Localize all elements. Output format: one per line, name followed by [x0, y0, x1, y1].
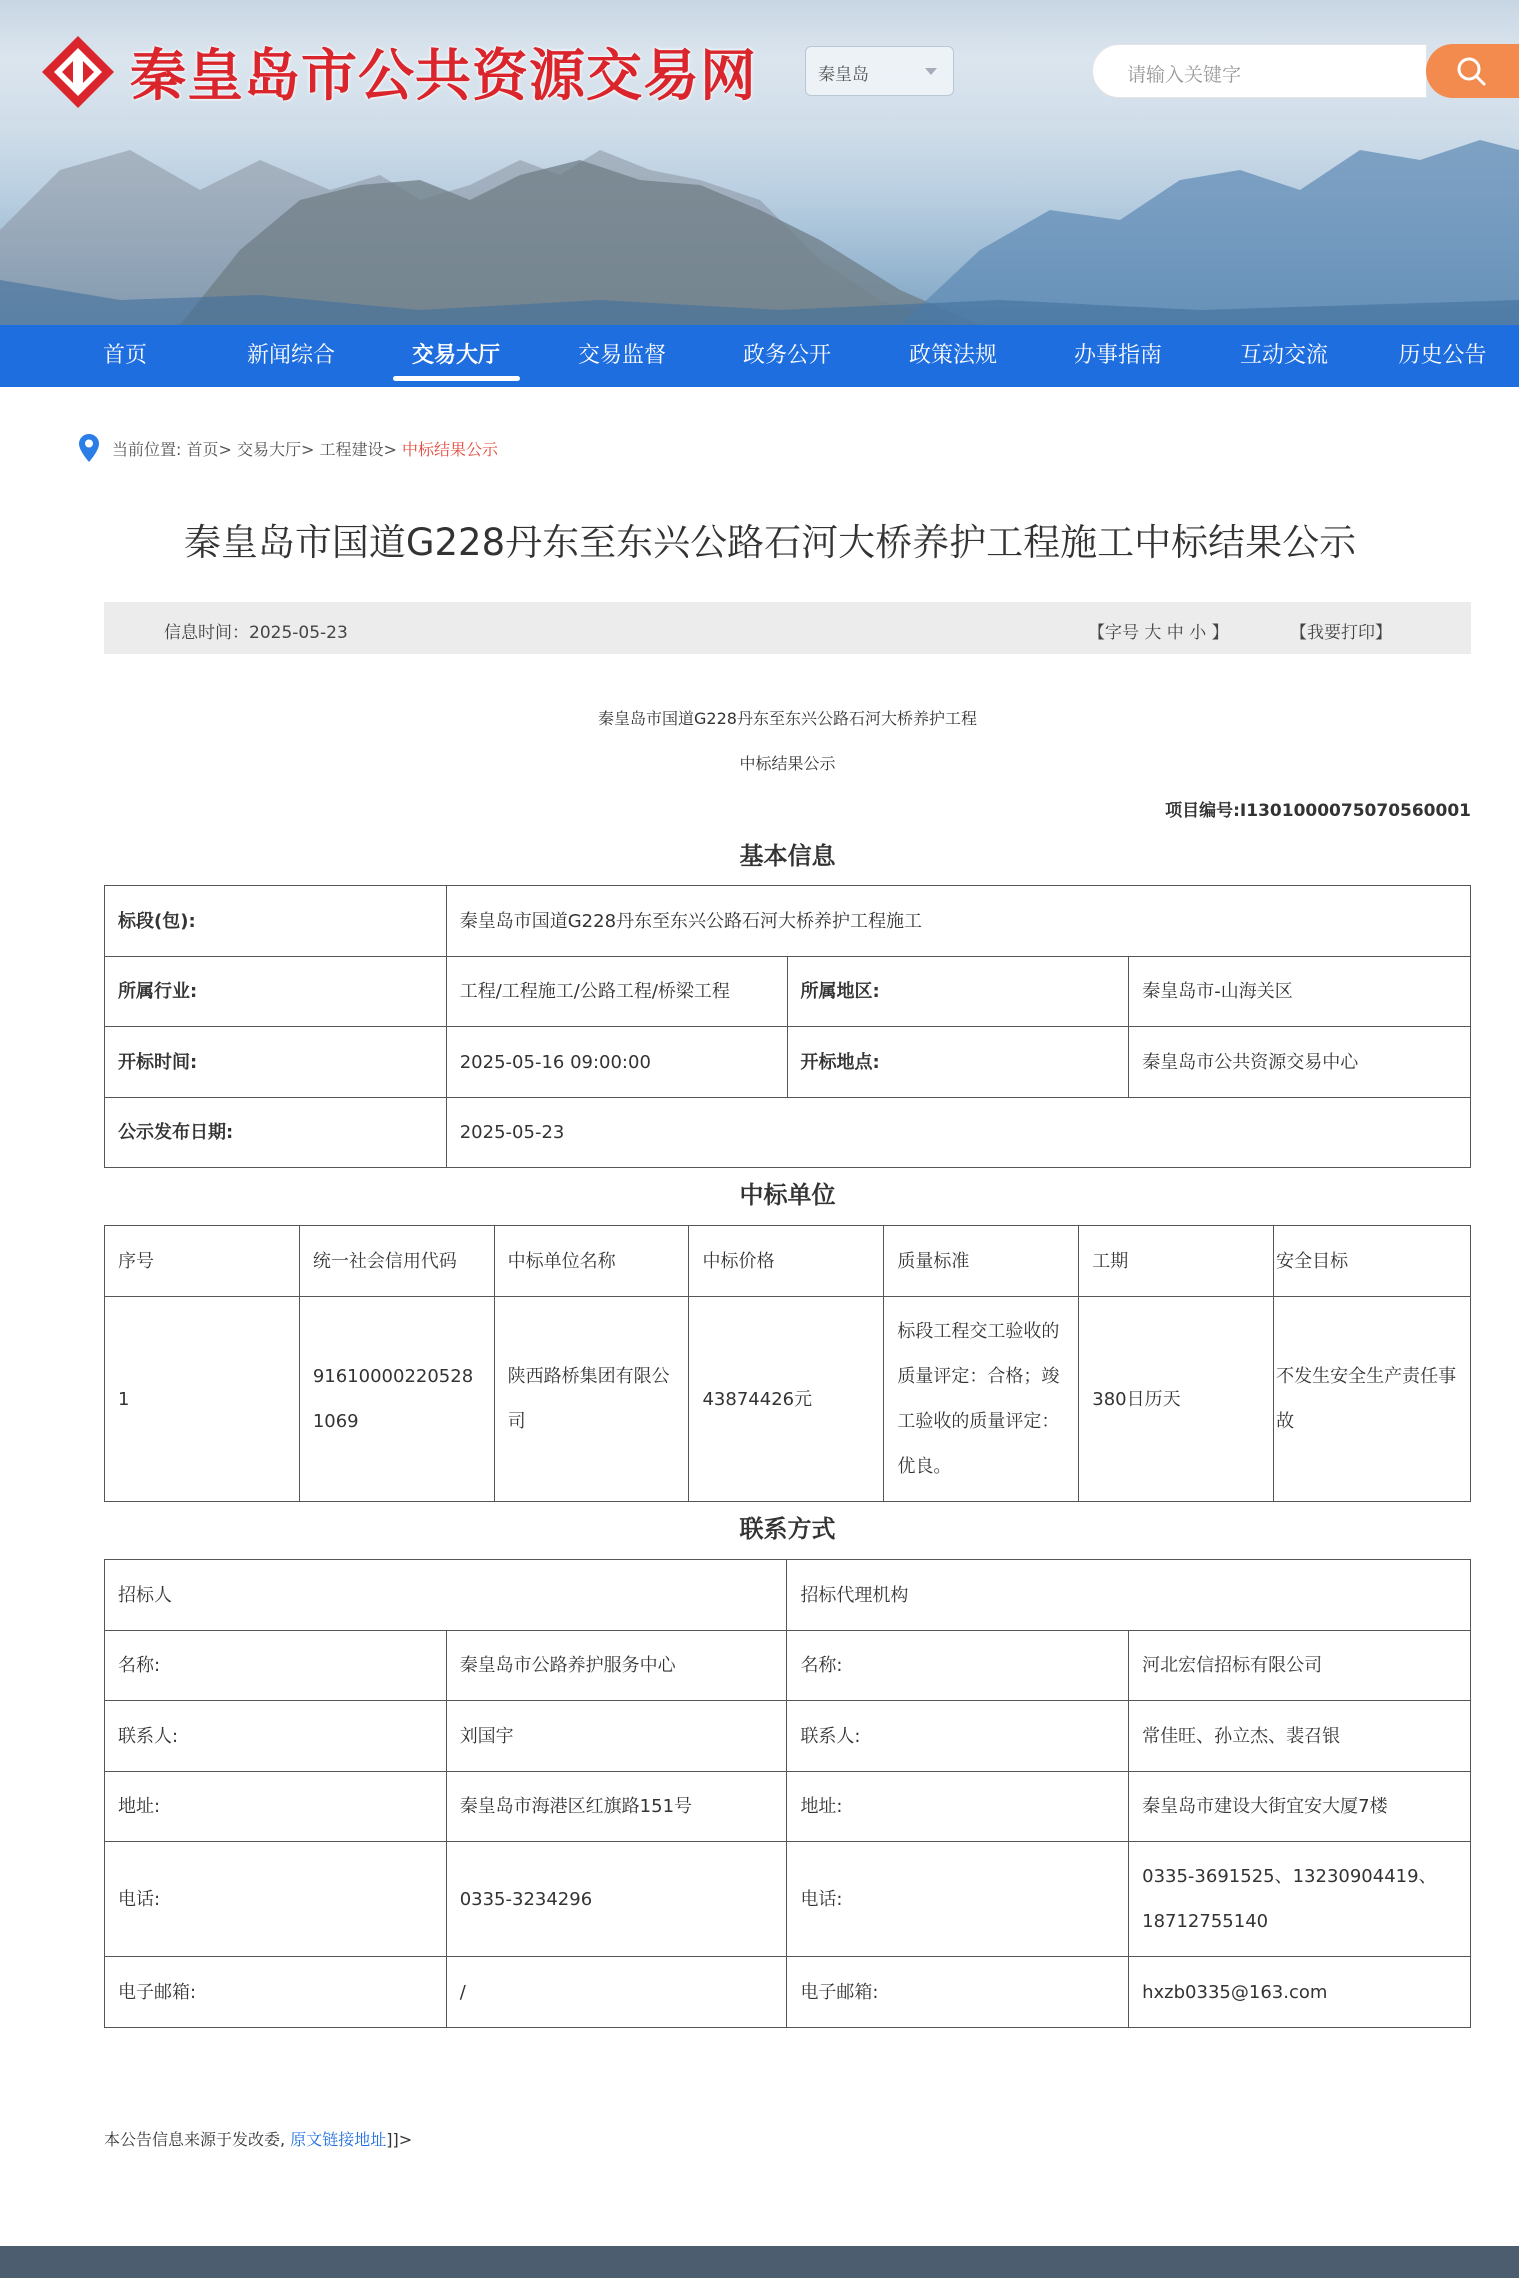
tenderer-name-label: 名称:: [105, 1631, 447, 1701]
winner-duration: 380日历天: [1079, 1297, 1274, 1502]
header-banner: [0, 0, 1519, 325]
nav-history[interactable]: 历史公告: [1398, 343, 1487, 368]
winner-header-credit-code: 统一社会信用代码: [299, 1226, 494, 1297]
tenderer-addr: 秦皇岛市海港区红旗路151号: [446, 1772, 787, 1842]
nav-interaction[interactable]: 互动交流: [1239, 343, 1328, 368]
nav-trading-hall[interactable]: 交易大厅: [411, 343, 500, 368]
open-time-label: 开标时间:: [105, 1027, 447, 1098]
agency-email-label: 电子邮箱:: [787, 1957, 1129, 2028]
agency-name: 河北宏信招标有限公司: [1129, 1631, 1471, 1701]
agency-person-label: 联系人:: [787, 1701, 1129, 1772]
section-contact: 联系方式: [739, 1515, 836, 1543]
nav-active-underline: [393, 376, 520, 381]
tenderer-email-label: 电子邮箱:: [105, 1957, 447, 2028]
winner-price: 43874426元: [689, 1297, 884, 1502]
tenderer-person: 刘国宇: [446, 1701, 787, 1772]
main-nav: [0, 325, 1519, 387]
tenderer-email: /: [446, 1957, 787, 2028]
winner-credit-code: 916100002205281069: [299, 1297, 494, 1502]
winner-table: [104, 1225, 1471, 1502]
city-select[interactable]: [805, 46, 954, 96]
source-link[interactable]: 原文链接地址: [290, 2130, 387, 2149]
nav-supervision[interactable]: 交易监督: [577, 343, 666, 368]
agency-addr-label: 地址:: [787, 1772, 1129, 1842]
font-size-controls[interactable]: 【字号 大 中 小 】: [1088, 623, 1229, 643]
winner-quality: 标段工程交工验收的质量评定：合格；竣工验收的质量评定：优良。: [884, 1297, 1079, 1502]
bid-label: 标段(包):: [105, 886, 447, 957]
section-winner: 中标单位: [739, 1181, 836, 1209]
chevron-down-icon: [925, 68, 937, 75]
tenderer-person-label: 联系人:: [105, 1701, 447, 1772]
source-note: [104, 2127, 412, 2150]
agency-name-label: 名称:: [787, 1631, 1129, 1701]
logo-emblem-icon: [40, 34, 116, 110]
breadcrumb-label: 当前位置:: [112, 439, 182, 459]
publish-date-value: 2025-05-23: [446, 1098, 1470, 1168]
info-bar: [104, 602, 1471, 654]
region-label: 所属地区:: [787, 957, 1129, 1027]
industry-value: 工程/工程施工/公路工程/桥梁工程: [446, 957, 787, 1027]
source-text: 本公告信息来源于发改委,: [104, 2130, 286, 2149]
search-button[interactable]: [1426, 44, 1519, 98]
search-input[interactable]: [1092, 44, 1427, 98]
winner-header-quality: 质量标准: [884, 1226, 1079, 1297]
info-time: 信息时间：2025-05-23: [164, 623, 348, 643]
doc-subtitle-2: 中标结果公示: [739, 754, 836, 773]
agency-person: 常佳旺、孙立杰、裴召银: [1129, 1701, 1471, 1772]
nav-news[interactable]: 新闻综合: [246, 343, 335, 368]
open-place-label: 开标地点:: [787, 1027, 1129, 1098]
search-icon: [1426, 44, 1519, 98]
doc-subtitle: 秦皇岛市国道G228丹东至东兴公路石河大桥养护工程: [598, 709, 977, 728]
location-pin-icon: [78, 433, 100, 463]
winner-header-price: 中标价格: [689, 1226, 884, 1297]
nav-home[interactable]: 首页: [102, 343, 147, 368]
breadcrumb: [78, 433, 498, 463]
winner-safety: 不发生安全生产责任事故: [1274, 1297, 1471, 1502]
winner-header-safety: 安全目标: [1274, 1226, 1471, 1297]
breadcrumb-current[interactable]: 中标结果公示: [402, 439, 499, 459]
nav-policy[interactable]: 政策法规: [908, 343, 997, 368]
agency-addr: 秦皇岛市建设大街宜安大厦7楼: [1129, 1772, 1471, 1842]
site-logo[interactable]: [40, 32, 757, 112]
agency-email: hxzb0335@163.com: [1129, 1957, 1471, 2028]
publish-date-label: 公示发布日期:: [105, 1098, 447, 1168]
source-tail: ]]>: [386, 2130, 413, 2149]
tenderer-addr-label: 地址:: [105, 1772, 447, 1842]
basic-info-table: [104, 885, 1471, 1168]
agency-phone-label: 电话:: [787, 1842, 1129, 1957]
section-basic-info: 基本信息: [739, 842, 836, 870]
open-place-value: 秦皇岛市公共资源交易中心: [1129, 1027, 1471, 1098]
tenderer-name: 秦皇岛市公路养护服务中心: [446, 1631, 787, 1701]
nav-guide[interactable]: 办事指南: [1073, 343, 1162, 368]
agency-phone: 0335-3691525、13230904419、18712755140: [1129, 1842, 1471, 1957]
agency-header: 招标代理机构: [787, 1560, 1471, 1631]
breadcrumb-category[interactable]: 工程建设>: [319, 439, 397, 459]
contact-table: [104, 1559, 1471, 2028]
nav-gov-affairs[interactable]: 政务公开: [742, 343, 831, 368]
project-number: 项目编号:I1301000075070560001: [1165, 801, 1471, 821]
tenderer-header: 招标人: [105, 1560, 787, 1631]
page-footer-bar: [0, 2246, 1519, 2278]
winner-company: 陕西路桥集团有限公司: [494, 1297, 689, 1502]
city-select-value: 秦皇岛: [818, 65, 869, 85]
winner-header-duration: 工期: [1079, 1226, 1274, 1297]
open-time-value: 2025-05-16 09:00:00: [446, 1027, 787, 1098]
page-title: 秦皇岛市国道G228丹东至东兴公路石河大桥养护工程施工中标结果公示: [183, 521, 1357, 564]
bid-value: 秦皇岛市国道G228丹东至东兴公路石河大桥养护工程施工: [446, 886, 1470, 957]
breadcrumb-hall[interactable]: 交易大厅>: [237, 439, 315, 459]
breadcrumb-home[interactable]: 首页>: [186, 439, 232, 459]
industry-label: 所属行业:: [105, 957, 447, 1027]
tenderer-phone-label: 电话:: [105, 1842, 447, 1957]
tenderer-phone: 0335-3234296: [446, 1842, 787, 1957]
search-placeholder: 请输入关键字: [1127, 64, 1242, 86]
region-value: 秦皇岛市-山海关区: [1129, 957, 1471, 1027]
site-name: 秦皇岛市公共资源交易网: [130, 44, 757, 109]
table-row: [105, 1297, 1471, 1502]
winner-header-company: 中标单位名称: [494, 1226, 689, 1297]
print-button[interactable]: 【我要打印】: [1290, 623, 1392, 643]
winner-no: 1: [105, 1297, 300, 1502]
winner-header-no: 序号: [105, 1226, 300, 1297]
